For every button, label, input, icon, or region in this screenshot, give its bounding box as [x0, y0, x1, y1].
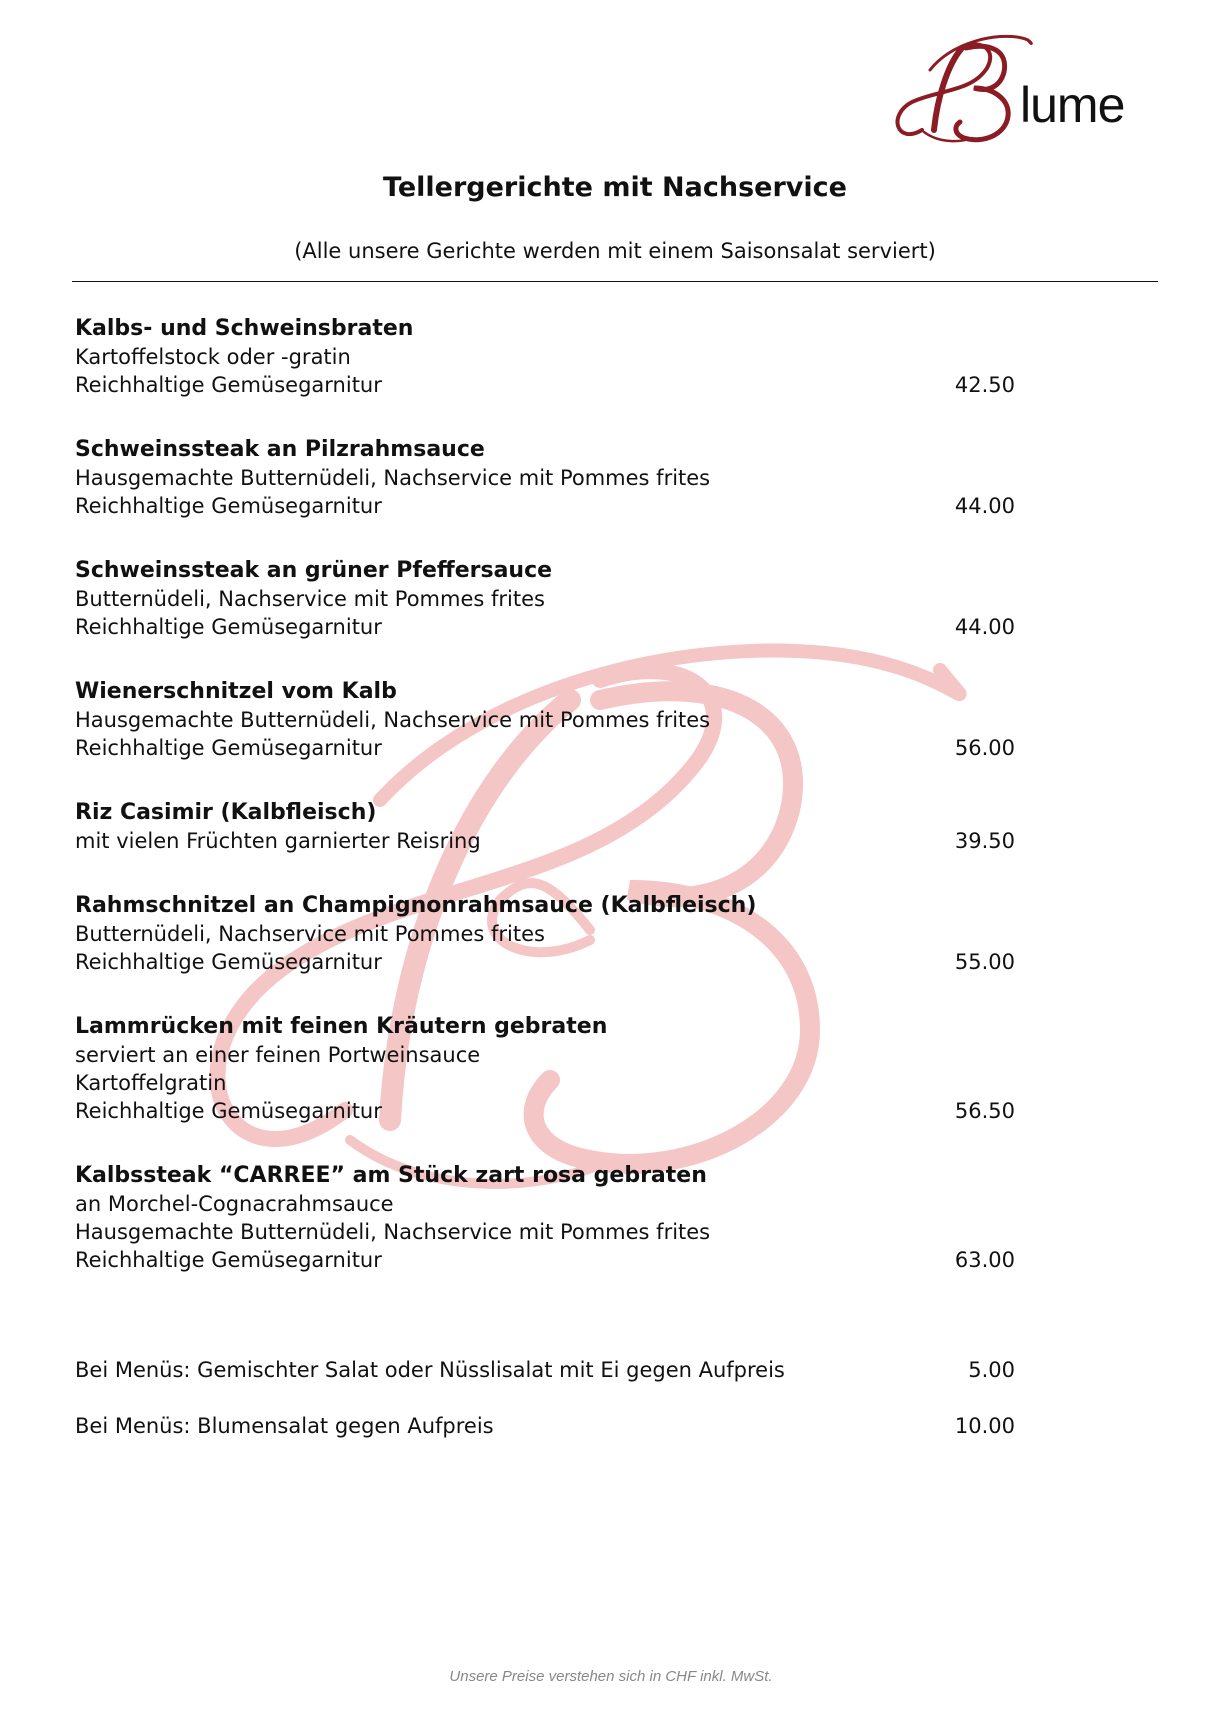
dish-item: [75, 798, 1015, 855]
dish-name: Riz Casimir (Kalbfleisch): [75, 800, 377, 825]
dish-description: Butternüdeli, Nachservice mit Pommes frites: [75, 922, 545, 946]
header-divider: [72, 281, 1158, 282]
dish-name: Schweinssteak an Pilzrahmsauce: [75, 437, 485, 462]
dish-price: 44.00: [954, 615, 1015, 639]
dish-name: Kalbssteak “CARREE” am Stück zart rosa gebraten: [75, 1163, 707, 1188]
dish-description: Reichhaltige Gemüsegarnitur: [75, 736, 382, 760]
dish-price: 63.00: [954, 1248, 1015, 1272]
page-title: Tellergerichte mit Nachservice: [383, 172, 847, 203]
dish-description: Reichhaltige Gemüsegarnitur: [75, 615, 382, 639]
dish-description: an Morchel-Cognacrahmsauce: [75, 1192, 394, 1216]
dish-list: [75, 314, 1015, 1310]
dish-item: [75, 314, 1015, 399]
dish-description: Reichhaltige Gemüsegarnitur: [75, 494, 382, 518]
dish-price: 56.00: [954, 736, 1015, 760]
dish-name: Kalbs- und Schweinsbraten: [75, 316, 414, 341]
dish-item: [75, 435, 1015, 520]
dish-description: serviert an einer feinen Portweinsauce: [75, 1043, 481, 1067]
extra-text: Bei Menüs: Gemischter Salat oder Nüsslisalat mit Ei gegen Aufpreis: [75, 1358, 785, 1382]
dish-description: Hausgemachte Butternüdeli, Nachservice mit Pommes frites: [75, 1220, 711, 1244]
blume-logo: [892, 30, 1162, 150]
dish-name: Rahmschnitzel an Champignonrahmsauce (Kalbfleisch): [75, 893, 757, 918]
dish-description: Hausgemachte Butternüdeli, Nachservice mit Pommes frites: [75, 466, 711, 490]
dish-item: [75, 1012, 1015, 1125]
extra-price: 5.00: [968, 1358, 1015, 1382]
dish-item: [75, 677, 1015, 762]
extra-item: [75, 1412, 1015, 1440]
dish-description: Kartoffelgratin: [75, 1071, 227, 1095]
logo-wordmark: lume: [1020, 77, 1125, 133]
dish-description: Hausgemachte Butternüdeli, Nachservice mit Pommes frites: [75, 708, 711, 732]
extras-list: [75, 1356, 1015, 1468]
dish-name: Schweinssteak an grüner Pfeffersauce: [75, 558, 553, 583]
dish-price: 39.50: [954, 829, 1015, 853]
dish-item: [75, 891, 1015, 976]
dish-name: Lammrücken mit feinen Kräutern gebraten: [75, 1014, 608, 1039]
price-note-footer: Unsere Preise verstehen sich in CHF inkl. MwSt.: [449, 1668, 773, 1685]
menu-header: [72, 172, 1158, 263]
dish-description: Reichhaltige Gemüsegarnitur: [75, 1099, 382, 1123]
dish-description: Reichhaltige Gemüsegarnitur: [75, 950, 382, 974]
dish-description: Reichhaltige Gemüsegarnitur: [75, 373, 382, 397]
dish-description: Reichhaltige Gemüsegarnitur: [75, 1248, 382, 1272]
dish-description: Kartoffelstock oder -gratin: [75, 345, 351, 369]
extra-price: 10.00: [954, 1414, 1015, 1438]
dish-price: 44.00: [954, 494, 1015, 518]
dish-price: 56.50: [954, 1099, 1015, 1123]
page-subtitle: (Alle unsere Gerichte werden mit einem Saisonsalat serviert): [294, 239, 936, 263]
dish-price: 42.50: [954, 373, 1015, 397]
extra-text: Bei Menüs: Blumensalat gegen Aufpreis: [75, 1414, 494, 1438]
dish-description: mit vielen Früchten garnierter Reisring: [75, 829, 481, 853]
dish-price: 55.00: [954, 950, 1015, 974]
dish-item: [75, 556, 1015, 641]
dish-name: Wienerschnitzel vom Kalb: [75, 679, 397, 704]
extra-item: [75, 1356, 1015, 1384]
dish-description: Butternüdeli, Nachservice mit Pommes frites: [75, 587, 545, 611]
dish-item: [75, 1161, 1015, 1274]
